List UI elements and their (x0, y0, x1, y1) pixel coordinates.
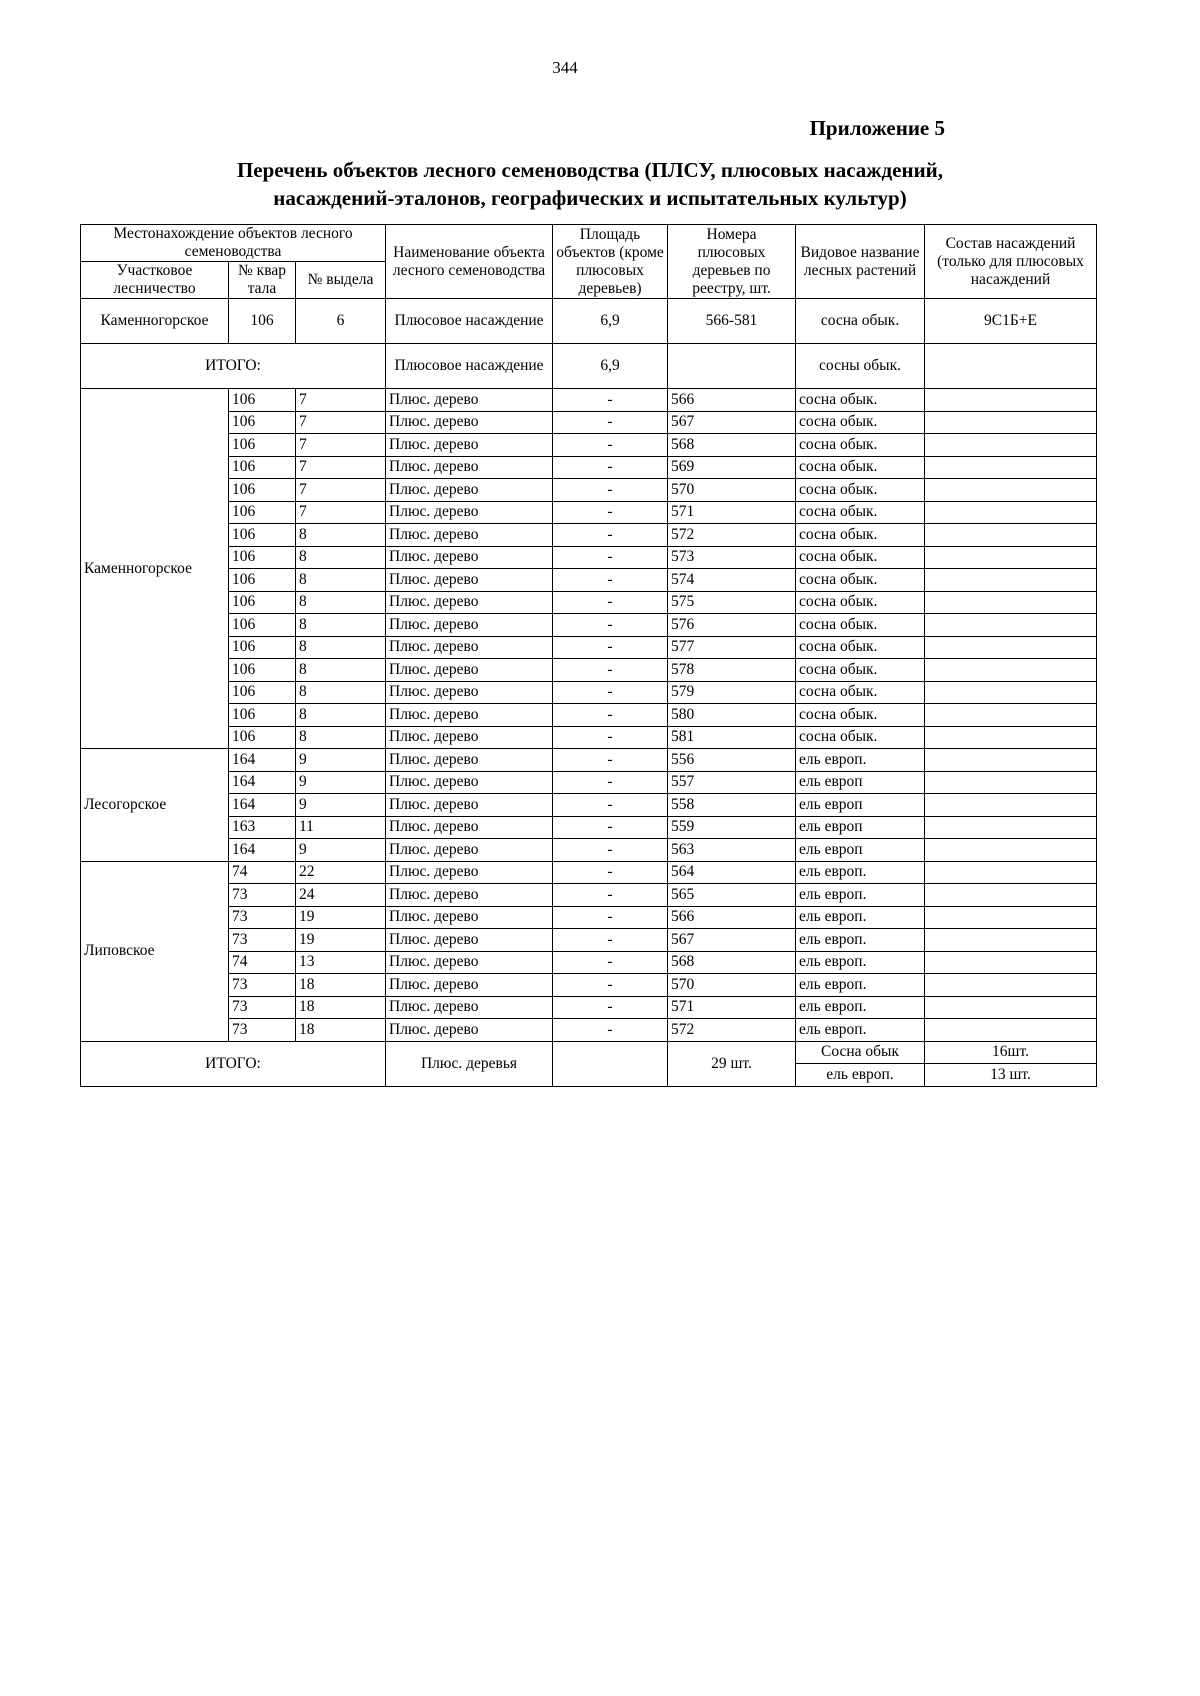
kvartal-cell: 106 (229, 681, 296, 704)
group-district: Лесогорское (81, 749, 229, 862)
number-cell: 576 (668, 614, 796, 637)
total-species-1: Сосна обык (796, 1041, 925, 1064)
kvartal-cell: 73 (229, 929, 296, 952)
number-cell: 572 (668, 524, 796, 547)
species-cell: сосна обык. (796, 434, 925, 457)
subtotal-area: 6,9 (553, 344, 668, 389)
vydel-cell: 18 (296, 1019, 386, 1042)
species-cell: сосна обык. (796, 501, 925, 524)
header-district: Участковое лесничество (81, 262, 229, 299)
composition-cell (925, 704, 1097, 727)
header-object-name: Наименование объекта лесного семеноводства (386, 225, 553, 299)
composition-cell (925, 771, 1097, 794)
name-cell: Плюс. дерево (386, 411, 553, 434)
area-cell: - (553, 974, 668, 997)
number-cell: 574 (668, 569, 796, 592)
area-cell: - (553, 929, 668, 952)
table-row (81, 816, 1097, 839)
total-label: ИТОГО: (81, 1041, 386, 1086)
name-cell: Плюс. дерево (386, 884, 553, 907)
table-row (81, 681, 1097, 704)
composition-cell (925, 591, 1097, 614)
composition-cell (925, 974, 1097, 997)
vydel-cell: 7 (296, 434, 386, 457)
number-cell: 558 (668, 794, 796, 817)
species-cell: ель европ (796, 771, 925, 794)
number-cell: 568 (668, 951, 796, 974)
composition-cell (925, 906, 1097, 929)
composition-cell (925, 996, 1097, 1019)
table-row (81, 1019, 1097, 1042)
area-cell: - (553, 389, 668, 412)
composition-cell (925, 614, 1097, 637)
kvartal-cell: 106 (229, 434, 296, 457)
area-cell: - (553, 546, 668, 569)
number-cell: 572 (668, 1019, 796, 1042)
kvartal-cell: 73 (229, 974, 296, 997)
kvartal-cell: 73 (229, 996, 296, 1019)
area-cell: - (553, 1019, 668, 1042)
vydel-cell: 7 (296, 479, 386, 502)
vydel-cell: 9 (296, 771, 386, 794)
stand-area: 6,9 (553, 299, 668, 344)
table-row (81, 906, 1097, 929)
name-cell: Плюс. дерево (386, 771, 553, 794)
name-cell: Плюс. дерево (386, 479, 553, 502)
kvartal-cell: 106 (229, 726, 296, 749)
name-cell: Плюс. дерево (386, 659, 553, 682)
title-line-1: Перечень объектов лесного семеноводства (ПЛСУ, плюсовых насаждений, (236, 158, 944, 182)
subtotal-numbers-empty (668, 344, 796, 389)
species-cell: сосна обык. (796, 479, 925, 502)
kvartal-cell: 164 (229, 794, 296, 817)
number-cell: 571 (668, 996, 796, 1019)
number-cell: 575 (668, 591, 796, 614)
area-cell: - (553, 839, 668, 862)
species-cell: сосна обык. (796, 524, 925, 547)
name-cell: Плюс. дерево (386, 749, 553, 772)
kvartal-cell: 164 (229, 839, 296, 862)
kvartal-cell: 164 (229, 749, 296, 772)
table-row (81, 929, 1097, 952)
number-cell: 567 (668, 929, 796, 952)
table-row (81, 501, 1097, 524)
composition-cell (925, 434, 1097, 457)
kvartal-cell: 106 (229, 591, 296, 614)
number-cell: 571 (668, 501, 796, 524)
species-cell: сосна обык. (796, 591, 925, 614)
name-cell: Плюс. дерево (386, 794, 553, 817)
kvartal-cell: 106 (229, 411, 296, 434)
table-row (81, 839, 1097, 862)
name-cell: Плюс. дерево (386, 839, 553, 862)
vydel-cell: 24 (296, 884, 386, 907)
seed-objects-table (80, 224, 1097, 1087)
species-cell: ель европ. (796, 861, 925, 884)
species-cell: сосна обык. (796, 546, 925, 569)
kvartal-cell: 73 (229, 1019, 296, 1042)
species-cell: сосна обык. (796, 704, 925, 727)
number-cell: 577 (668, 636, 796, 659)
total-count-2: 13 шт. (925, 1064, 1097, 1087)
vydel-cell: 13 (296, 951, 386, 974)
area-cell: - (553, 771, 668, 794)
composition-cell (925, 389, 1097, 412)
composition-cell (925, 546, 1097, 569)
area-cell: - (553, 681, 668, 704)
species-cell: сосна обык. (796, 456, 925, 479)
subtotal-composition-empty (925, 344, 1097, 389)
header-species: Видовое название лесных растений (796, 225, 925, 299)
header-kvartal: № квар тала (229, 262, 296, 299)
stand-species: сосна обык. (796, 299, 925, 344)
stand-kvartal: 106 (229, 299, 296, 344)
composition-cell (925, 884, 1097, 907)
kvartal-cell: 106 (229, 524, 296, 547)
table-row (81, 389, 1097, 412)
vydel-cell: 8 (296, 704, 386, 727)
area-cell: - (553, 659, 668, 682)
area-cell: - (553, 434, 668, 457)
name-cell: Плюс. дерево (386, 546, 553, 569)
vydel-cell: 8 (296, 546, 386, 569)
name-cell: Плюс. дерево (386, 704, 553, 727)
table-row (81, 636, 1097, 659)
table-row (81, 614, 1097, 637)
kvartal-cell: 164 (229, 771, 296, 794)
kvartal-cell: 106 (229, 569, 296, 592)
vydel-cell: 9 (296, 749, 386, 772)
composition-cell (925, 861, 1097, 884)
kvartal-cell: 106 (229, 479, 296, 502)
species-cell: сосна обык. (796, 659, 925, 682)
kvartal-cell: 106 (229, 389, 296, 412)
group-district: Каменногорское (81, 389, 229, 749)
vydel-cell: 8 (296, 726, 386, 749)
species-cell: ель европ (796, 794, 925, 817)
kvartal-cell: 106 (229, 659, 296, 682)
total-row (81, 1041, 1097, 1064)
name-cell: Плюс. дерево (386, 389, 553, 412)
table-row (81, 794, 1097, 817)
vydel-cell: 8 (296, 569, 386, 592)
table-row (81, 479, 1097, 502)
stand-district: Каменногорское (81, 299, 229, 344)
name-cell: Плюс. дерево (386, 996, 553, 1019)
area-cell: - (553, 591, 668, 614)
species-cell: сосна обык. (796, 411, 925, 434)
name-cell: Плюс. дерево (386, 1019, 553, 1042)
vydel-cell: 7 (296, 411, 386, 434)
area-cell: - (553, 501, 668, 524)
species-cell: сосна обык. (796, 636, 925, 659)
name-cell: Плюс. дерево (386, 974, 553, 997)
group-district: Липовское (81, 861, 229, 1041)
table-row (81, 861, 1097, 884)
subtotal-row (81, 344, 1097, 389)
vydel-cell: 11 (296, 816, 386, 839)
composition-cell (925, 524, 1097, 547)
table-row (81, 524, 1097, 547)
vydel-cell: 8 (296, 524, 386, 547)
total-name: Плюс. деревья (386, 1041, 553, 1086)
page-number: 344 (552, 58, 578, 77)
area-cell: - (553, 726, 668, 749)
name-cell: Плюс. дерево (386, 951, 553, 974)
stand-row (81, 299, 1097, 344)
vydel-cell: 8 (296, 591, 386, 614)
subtotal-label: ИТОГО: (81, 344, 386, 389)
composition-cell (925, 569, 1097, 592)
number-cell: 580 (668, 704, 796, 727)
stand-vydel: 6 (296, 299, 386, 344)
total-count-1: 16шт. (925, 1041, 1097, 1064)
vydel-cell: 9 (296, 839, 386, 862)
number-cell: 567 (668, 411, 796, 434)
vydel-cell: 7 (296, 389, 386, 412)
area-cell: - (553, 794, 668, 817)
name-cell: Плюс. дерево (386, 726, 553, 749)
header-tree-numbers: Номера плюсовых деревьев по реестру, шт. (668, 225, 796, 299)
document-title (80, 156, 1100, 212)
total-count: 29 шт. (668, 1041, 796, 1086)
table-row (81, 974, 1097, 997)
number-cell: 559 (668, 816, 796, 839)
composition-cell (925, 479, 1097, 502)
species-cell: ель европ (796, 816, 925, 839)
name-cell: Плюс. дерево (386, 569, 553, 592)
table-row (81, 434, 1097, 457)
kvartal-cell: 106 (229, 501, 296, 524)
kvartal-cell: 106 (229, 704, 296, 727)
kvartal-cell: 106 (229, 636, 296, 659)
kvartal-cell: 106 (229, 614, 296, 637)
vydel-cell: 7 (296, 456, 386, 479)
number-cell: 570 (668, 974, 796, 997)
number-cell: 566 (668, 906, 796, 929)
vydel-cell: 18 (296, 996, 386, 1019)
table-row (81, 659, 1097, 682)
species-cell: ель европ. (796, 884, 925, 907)
number-cell: 556 (668, 749, 796, 772)
vydel-cell: 8 (296, 681, 386, 704)
number-cell: 579 (668, 681, 796, 704)
area-cell: - (553, 951, 668, 974)
area-cell: - (553, 479, 668, 502)
table-row (81, 591, 1097, 614)
vydel-cell: 8 (296, 614, 386, 637)
species-cell: сосна обык. (796, 726, 925, 749)
name-cell: Плюс. дерево (386, 861, 553, 884)
name-cell: Плюс. дерево (386, 614, 553, 637)
composition-cell (925, 636, 1097, 659)
table-row (81, 884, 1097, 907)
name-cell: Плюс. дерево (386, 681, 553, 704)
area-cell: - (553, 456, 668, 479)
table-row (81, 456, 1097, 479)
species-cell: сосна обык. (796, 569, 925, 592)
header-area: Площадь объектов (кроме плюсовых деревьев) (553, 225, 668, 299)
number-cell: 569 (668, 456, 796, 479)
name-cell: Плюс. дерево (386, 501, 553, 524)
name-cell: Плюс. дерево (386, 591, 553, 614)
vydel-cell: 8 (296, 659, 386, 682)
number-cell: 563 (668, 839, 796, 862)
total-species-2: ель европ. (796, 1064, 925, 1087)
species-cell: ель европ. (796, 1019, 925, 1042)
species-cell: ель европ. (796, 749, 925, 772)
area-cell: - (553, 816, 668, 839)
area-cell: - (553, 636, 668, 659)
area-cell: - (553, 569, 668, 592)
header-location: Местонахождение объектов лесного семеноводства (81, 225, 386, 262)
title-line-2: насаждений-эталонов, географических и испытательных культур) (273, 186, 907, 210)
vydel-cell: 18 (296, 974, 386, 997)
number-cell: 565 (668, 884, 796, 907)
composition-cell (925, 794, 1097, 817)
number-cell: 557 (668, 771, 796, 794)
composition-cell (925, 929, 1097, 952)
header-vydel: № выдела (296, 262, 386, 299)
composition-cell (925, 839, 1097, 862)
species-cell: ель европ (796, 839, 925, 862)
species-cell: ель европ. (796, 996, 925, 1019)
header-composition: Состав насаждений (только для плюсовых насаждений (925, 225, 1097, 299)
stand-name: Плюсовое насаждение (386, 299, 553, 344)
name-cell: Плюс. дерево (386, 929, 553, 952)
composition-cell (925, 749, 1097, 772)
composition-cell (925, 681, 1097, 704)
name-cell: Плюс. дерево (386, 456, 553, 479)
vydel-cell: 7 (296, 501, 386, 524)
name-cell: Плюс. дерево (386, 434, 553, 457)
table-row (81, 411, 1097, 434)
species-cell: ель европ. (796, 974, 925, 997)
species-cell: ель европ. (796, 906, 925, 929)
area-cell: - (553, 524, 668, 547)
total-area-empty (553, 1041, 668, 1086)
table-row (81, 546, 1097, 569)
kvartal-cell: 74 (229, 861, 296, 884)
kvartal-cell: 106 (229, 546, 296, 569)
name-cell: Плюс. дерево (386, 906, 553, 929)
kvartal-cell: 106 (229, 456, 296, 479)
number-cell: 581 (668, 726, 796, 749)
composition-cell (925, 951, 1097, 974)
vydel-cell: 8 (296, 636, 386, 659)
species-cell: ель европ. (796, 929, 925, 952)
composition-cell (925, 659, 1097, 682)
area-cell: - (553, 996, 668, 1019)
table-row (81, 771, 1097, 794)
name-cell: Плюс. дерево (386, 636, 553, 659)
kvartal-cell: 163 (229, 816, 296, 839)
area-cell: - (553, 861, 668, 884)
kvartal-cell: 74 (229, 951, 296, 974)
composition-cell (925, 456, 1097, 479)
table-row (81, 704, 1097, 727)
species-cell: сосна обык. (796, 614, 925, 637)
number-cell: 568 (668, 434, 796, 457)
area-cell: - (553, 884, 668, 907)
stand-composition: 9С1Б+Е (925, 299, 1097, 344)
area-cell: - (553, 614, 668, 637)
vydel-cell: 19 (296, 929, 386, 952)
table-row (81, 569, 1097, 592)
species-cell: ель европ. (796, 951, 925, 974)
table-row (81, 726, 1097, 749)
number-cell: 566 (668, 389, 796, 412)
kvartal-cell: 73 (229, 906, 296, 929)
area-cell: - (553, 411, 668, 434)
number-cell: 570 (668, 479, 796, 502)
area-cell: - (553, 906, 668, 929)
species-cell: сосна обык. (796, 389, 925, 412)
appendix-label: Приложение 5 (809, 116, 945, 140)
vydel-cell: 9 (296, 794, 386, 817)
composition-cell (925, 411, 1097, 434)
table-row (81, 996, 1097, 1019)
table-row (81, 951, 1097, 974)
name-cell: Плюс. дерево (386, 524, 553, 547)
number-cell: 578 (668, 659, 796, 682)
area-cell: - (553, 704, 668, 727)
species-cell: сосна обык. (796, 681, 925, 704)
subtotal-species: сосны обык. (796, 344, 925, 389)
stand-numbers: 566-581 (668, 299, 796, 344)
vydel-cell: 19 (296, 906, 386, 929)
composition-cell (925, 501, 1097, 524)
number-cell: 564 (668, 861, 796, 884)
vydel-cell: 22 (296, 861, 386, 884)
composition-cell (925, 1019, 1097, 1042)
table-row (81, 749, 1097, 772)
kvartal-cell: 73 (229, 884, 296, 907)
name-cell: Плюс. дерево (386, 816, 553, 839)
area-cell: - (553, 749, 668, 772)
number-cell: 573 (668, 546, 796, 569)
composition-cell (925, 726, 1097, 749)
subtotal-name: Плюсовое насаждение (386, 344, 553, 389)
composition-cell (925, 816, 1097, 839)
